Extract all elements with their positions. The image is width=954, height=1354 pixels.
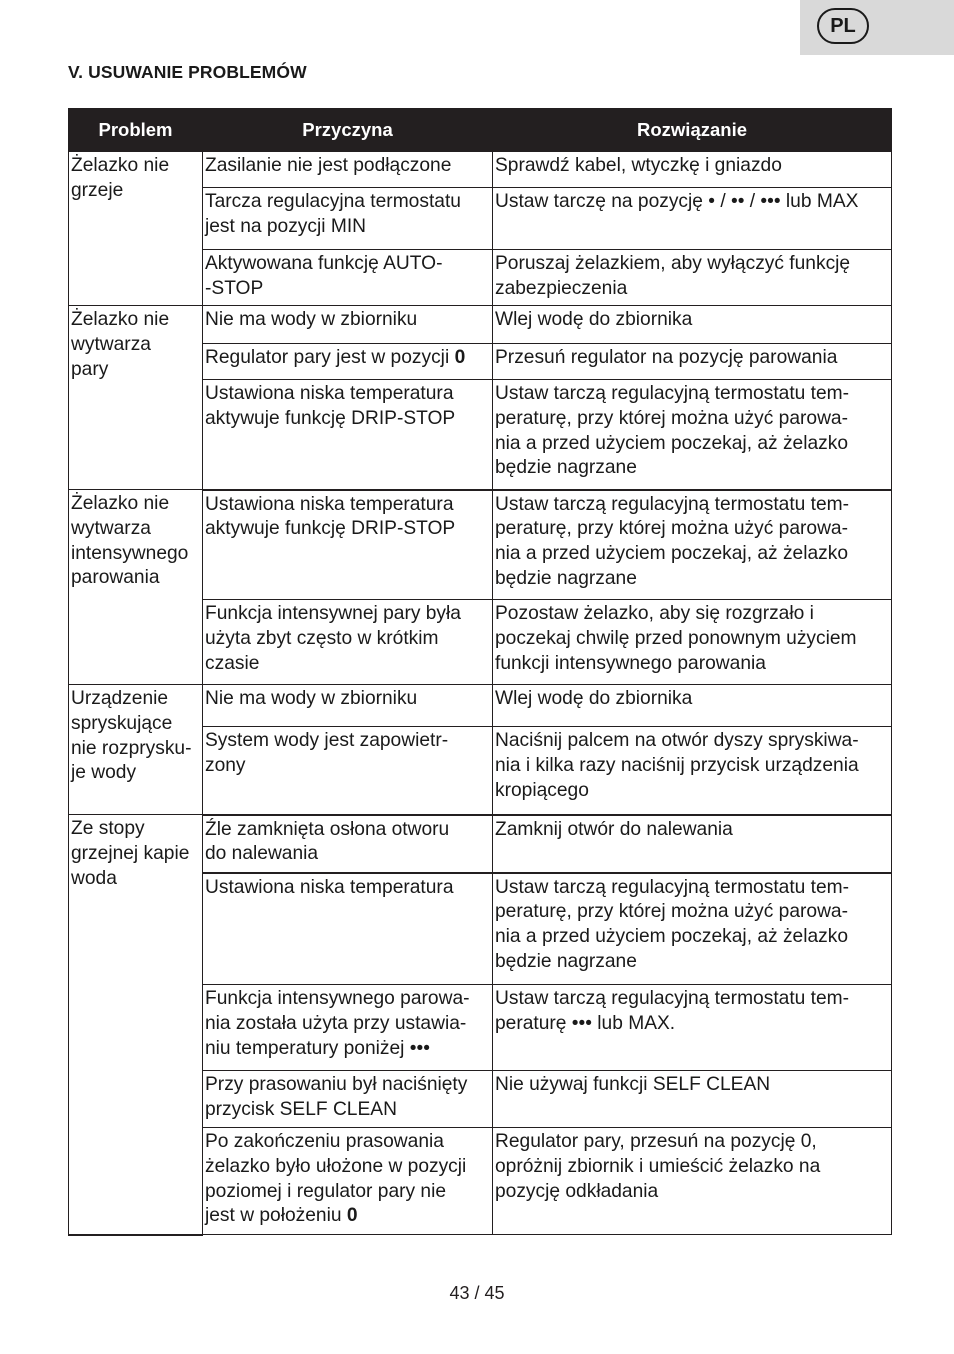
cause-cell: Ustawiona niska temperatura aktywuje funkcję DRIP-STOP bbox=[203, 380, 493, 490]
page-number: 43 / 45 bbox=[449, 1283, 505, 1303]
cause-cell: Funkcja intensywnej pary była użyta zbyt często w krótkim czasie bbox=[203, 600, 493, 685]
cause-cell: Aktywowana funkcję AUTO- -STOP bbox=[203, 250, 493, 306]
problem-cell: Urządzenie spryskujące nie rozprysku- je wody bbox=[69, 685, 203, 815]
cause-cell: System wody jest zapowietr- zony bbox=[203, 727, 493, 815]
cause-cell bbox=[203, 344, 493, 380]
cause-cell: Przy prasowaniu był naciśnięty przycisk SELF CLEAN bbox=[203, 1071, 493, 1128]
language-tab bbox=[800, 0, 954, 55]
cause-cell: Tarcza regulacyjna termostatu jest na pozycji MIN bbox=[203, 188, 493, 250]
cause-cell: Funkcja intensywnego parowa- nia została użyta przy ustawia- niu temperatury poniżej ••• bbox=[203, 985, 493, 1071]
table-header-row bbox=[69, 109, 892, 152]
cause-text: Po zakończeniu prasowania żelazko było ułożone w pozycji poziomej i regulator pary nie jest w położeniu bbox=[205, 1131, 467, 1227]
cause-cell: Zasilanie nie jest podłączone bbox=[203, 152, 493, 188]
cause-text: Regulator pary jest w pozycji bbox=[205, 347, 450, 368]
solution-cell: Ustaw tarczą regulacyjną termostatu tem- peraturę, przy której można użyć parowa- nia a przed użyciem poczekaj, aż żelazko będzie nagrzane bbox=[493, 490, 892, 600]
solution-cell: Sprawdź kabel, wtyczkę i gniazdo bbox=[493, 152, 892, 188]
table-row bbox=[69, 306, 892, 344]
table-row bbox=[69, 152, 892, 188]
cause-bold-value: 0 bbox=[346, 1205, 358, 1227]
solution-cell: Nie używaj funkcji SELF CLEAN bbox=[493, 1071, 892, 1128]
language-badge: PL bbox=[817, 8, 869, 44]
table-row bbox=[69, 685, 892, 727]
solution-cell: Regulator pary, przesuń na pozycję 0, opróżnij zbiornik i umieścić żelazko na pozycję odkładania bbox=[493, 1128, 892, 1235]
troubleshooting-table bbox=[68, 108, 892, 1236]
problem-cell: Żelazko nie grzeje bbox=[69, 152, 203, 306]
solution-cell: Ustaw tarczą regulacyjną termostatu tem- peraturę, przy której można użyć parowa- nia a przed użyciem poczekaj, aż żelazko będzie nagrzane bbox=[493, 873, 892, 985]
solution-cell: Wlej wodę do zbiornika bbox=[493, 306, 892, 344]
solution-cell: Zamknij otwór do nalewania bbox=[493, 815, 892, 873]
problem-cell: Żelazko nie wytwarza intensywnego parowania bbox=[69, 490, 203, 685]
header-cause: Przyczyna bbox=[203, 109, 493, 152]
solution-cell: Poruszaj żelazkiem, aby wyłączyć funkcję zabezpieczenia bbox=[493, 250, 892, 306]
solution-cell: Przesuń regulator na pozycję parowania bbox=[493, 344, 892, 380]
solution-cell: Pozostaw żelazko, aby się rozgrzało i poczekaj chwilę przed ponownym użyciem funkcji intensywnego parowania bbox=[493, 600, 892, 685]
cause-cell bbox=[203, 1128, 493, 1235]
solution-cell: Wlej wodę do zbiornika bbox=[493, 685, 892, 727]
solution-cell: Ustaw tarczą regulacyjną termostatu tem- peraturę ••• lub MAX. bbox=[493, 985, 892, 1071]
cause-cell: Ustawiona niska temperatura bbox=[203, 873, 493, 985]
cause-cell: Nie ma wody w zbiorniku bbox=[203, 685, 493, 727]
solution-cell: Ustaw tarczą regulacyjną termostatu tem- peraturę, przy której można użyć parowa- nia a przed użyciem poczekaj, aż żelazko będzie nagrzane bbox=[493, 380, 892, 490]
solution-cell: Naciśnij palcem na otwór dyszy spryskiwa- nia i kilka razy naciśnij przycisk urządzenia kropiącego bbox=[493, 727, 892, 815]
problem-cell: Ze stopy grzejnej kapie woda bbox=[69, 815, 203, 1235]
cause-bold-value: 0 bbox=[454, 347, 466, 368]
section-title: V. USUWANIE PROBLEMÓW bbox=[68, 62, 307, 82]
table-row bbox=[69, 490, 892, 600]
table-row bbox=[69, 815, 892, 873]
header-problem: Problem bbox=[69, 109, 203, 152]
cause-cell: Źle zamknięta osłona otworu do nalewania bbox=[203, 815, 493, 873]
cause-cell: Ustawiona niska temperatura aktywuje funkcję DRIP-STOP bbox=[203, 490, 493, 600]
header-solution: Rozwiązanie bbox=[493, 109, 892, 152]
problem-cell: Żelazko nie wytwarza pary bbox=[69, 306, 203, 490]
cause-cell: Nie ma wody w zbiorniku bbox=[203, 306, 493, 344]
solution-cell: Ustaw tarczę na pozycję • / •• / ••• lub MAX bbox=[493, 188, 892, 250]
